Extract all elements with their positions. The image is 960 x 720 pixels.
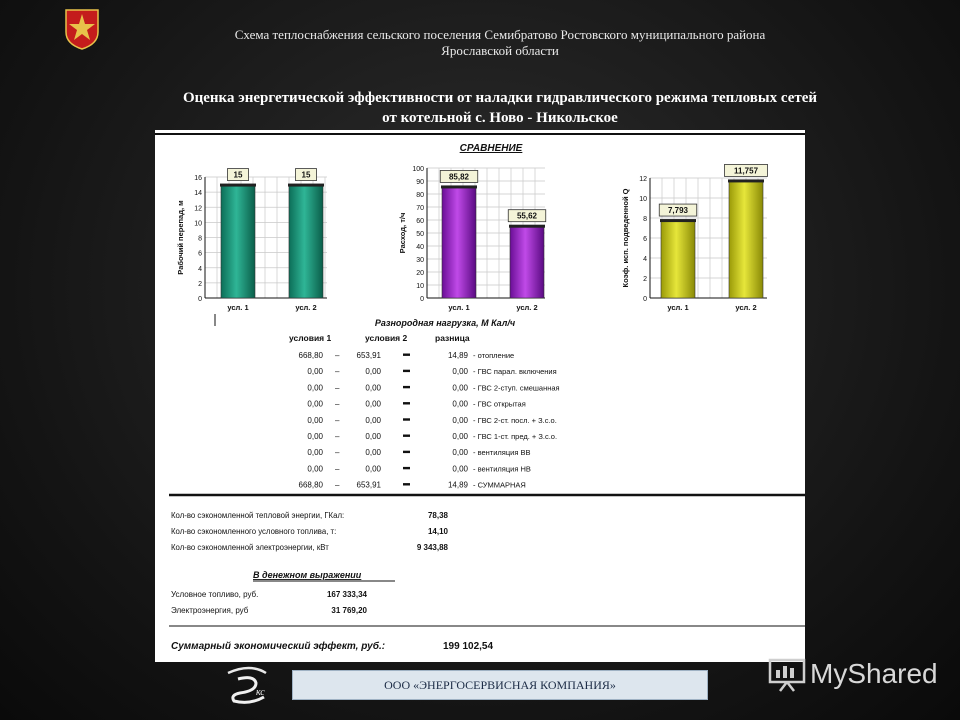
bar-усл. 2 bbox=[510, 226, 544, 298]
cell-cond2: 653,91 bbox=[356, 351, 381, 360]
cell-diff: 0,00 bbox=[452, 367, 468, 377]
bar-усл. 1 bbox=[221, 185, 255, 298]
cell-cond1: 0,00 bbox=[307, 399, 323, 409]
cell-label: - ГВС парал. включения bbox=[473, 367, 557, 377]
table-row bbox=[307, 367, 556, 376]
savings-label: Кол-во сэкономленного условного топлива, т: bbox=[171, 527, 337, 536]
x-tick-label: усл. 2 bbox=[295, 303, 317, 312]
cell-cond2: 653,91 bbox=[356, 480, 381, 490]
equals-mark bbox=[403, 370, 410, 372]
cell-cond1: 0,00 bbox=[307, 383, 323, 393]
y-tick-label: 6 bbox=[198, 250, 202, 258]
chart-flow-rate bbox=[398, 166, 546, 312]
y-tick-label: 12 bbox=[639, 176, 647, 183]
y-tick-label: 4 bbox=[643, 256, 647, 263]
data-label: 85,82 bbox=[448, 172, 470, 182]
y-tick-label: 70 bbox=[416, 205, 424, 212]
total-label: Суммарный экономический эффект, руб.: bbox=[171, 641, 386, 652]
y-tick-label: 0 bbox=[643, 296, 647, 303]
savings-label: Кол-во сэкономленной тепловой энергии, ГКал: bbox=[171, 511, 345, 520]
cell-dash: – bbox=[335, 432, 340, 441]
y-tick-label: 80 bbox=[416, 192, 424, 199]
savings-value: 78,38 bbox=[427, 511, 448, 520]
data-label: 15 bbox=[233, 170, 243, 180]
y-tick-label: 6 bbox=[643, 236, 647, 243]
cell-cond1: 668,80 bbox=[298, 351, 323, 360]
savings-row bbox=[171, 527, 449, 536]
cell-diff: 0,00 bbox=[452, 383, 468, 393]
bar-усл. 2 bbox=[729, 180, 763, 298]
cell-label: - ГВС 1-ст. пред. + З.с.о. bbox=[473, 432, 558, 441]
data-label: 55,62 bbox=[516, 211, 538, 221]
bar-усл. 2 bbox=[289, 185, 323, 298]
table-row bbox=[307, 383, 559, 392]
total-value: 199 102,54 bbox=[443, 641, 494, 652]
cell-dash: – bbox=[335, 415, 340, 425]
cell-diff: 0,00 bbox=[452, 399, 468, 409]
y-tick-label: 90 bbox=[416, 179, 424, 186]
money-label: Электроэнергия, руб bbox=[171, 606, 249, 615]
x-tick-label: усл. 1 bbox=[227, 303, 249, 312]
savings-label: Кол-во сэкономленной электроэнергии, кВт bbox=[171, 543, 329, 552]
cell-cond2: 0,00 bbox=[365, 432, 381, 441]
money-row bbox=[171, 606, 368, 615]
slide-title bbox=[130, 88, 870, 128]
y-tick-label: 30 bbox=[416, 257, 424, 264]
coat-of-arms-icon bbox=[64, 8, 100, 50]
cell-cond2: 0,00 bbox=[365, 464, 381, 474]
cell-label: - СУММАРНАЯ bbox=[473, 480, 526, 490]
cell-label: - отопление bbox=[473, 351, 515, 360]
data-label: 15 bbox=[301, 170, 311, 180]
y-tick-label: 20 bbox=[416, 270, 424, 277]
y-axis-label: Расход, т/ч bbox=[398, 212, 407, 254]
table-row bbox=[307, 416, 556, 425]
equals-mark bbox=[403, 483, 410, 485]
cell-dash: – bbox=[335, 383, 340, 393]
money-label: Условное топливо, руб. bbox=[171, 590, 259, 599]
cell-label: - ГВС открытая bbox=[473, 399, 526, 409]
cell-dash: – bbox=[335, 448, 340, 458]
savings-row bbox=[171, 511, 449, 520]
y-tick-label: 10 bbox=[194, 220, 202, 228]
money-value: 167 333,34 bbox=[326, 590, 367, 599]
cell-label: - ГВС 2-ст. посл. + З.с.о. bbox=[473, 415, 557, 425]
header-subtitle bbox=[130, 27, 870, 59]
equals-mark bbox=[403, 418, 410, 420]
cell-dash: – bbox=[335, 399, 340, 409]
cell-dash: – bbox=[335, 351, 340, 360]
y-tick-label: 10 bbox=[639, 196, 647, 203]
money-value: 31 769,20 bbox=[331, 606, 367, 615]
cell-cond1: 0,00 bbox=[307, 415, 323, 425]
cell-cond2: 0,00 bbox=[365, 367, 381, 377]
header-line-1: Схема теплоснабжения сельского поселения Семибратово Ростовского муниципального района bbox=[234, 27, 766, 42]
cell-cond1: 0,00 bbox=[307, 448, 323, 458]
bar-cap bbox=[441, 185, 477, 188]
savings-value: 14,10 bbox=[427, 527, 448, 536]
cell-cond1: 0,00 bbox=[307, 432, 323, 441]
y-tick-label: 2 bbox=[643, 276, 647, 283]
report-panel bbox=[155, 130, 805, 662]
col-header-1: условия 1 bbox=[289, 333, 332, 343]
y-tick-label: 100 bbox=[412, 166, 424, 173]
data-label: 7,793 bbox=[667, 206, 689, 216]
y-tick-label: 4 bbox=[198, 265, 202, 273]
chart-differential-pressure bbox=[176, 169, 327, 312]
bar-cap bbox=[660, 219, 696, 222]
cell-diff: 0,00 bbox=[452, 432, 468, 441]
bar-усл. 1 bbox=[442, 186, 476, 298]
savings-value: 9 343,88 bbox=[416, 543, 448, 552]
cell-cond1: 0,00 bbox=[307, 367, 323, 377]
table-row bbox=[307, 448, 530, 457]
savings-row bbox=[171, 543, 449, 552]
x-tick-label: усл. 1 bbox=[667, 303, 689, 312]
cell-dash: – bbox=[335, 367, 340, 377]
cell-cond1: 0,00 bbox=[307, 464, 323, 474]
cell-diff: 0,00 bbox=[452, 464, 468, 474]
cell-dash: – bbox=[335, 480, 340, 490]
cell-diff: 0,00 bbox=[452, 448, 468, 458]
y-tick-label: 10 bbox=[416, 283, 424, 290]
equals-mark bbox=[403, 402, 410, 404]
cell-cond2: 0,00 bbox=[365, 448, 381, 458]
y-tick-label: 14 bbox=[194, 190, 202, 198]
report-figure bbox=[155, 130, 805, 662]
col-header-2: условия 2 bbox=[365, 333, 408, 343]
x-tick-label: усл. 2 bbox=[735, 303, 757, 312]
y-tick-label: 50 bbox=[416, 231, 424, 238]
x-tick-label: усл. 1 bbox=[448, 303, 470, 312]
equals-mark bbox=[403, 386, 410, 388]
header-line-2: Ярославской области bbox=[441, 43, 559, 58]
cell-label: - ГВС 2-ступ. смешанная bbox=[473, 383, 560, 393]
bar-cap bbox=[288, 184, 324, 187]
col-header-3: разница bbox=[435, 333, 470, 343]
slide-title-line-1: Оценка энергетической эффективности от наладки гидравлического режима тепловых сетей bbox=[182, 90, 818, 106]
cell-diff: 14,89 bbox=[447, 351, 468, 360]
y-tick-label: 60 bbox=[416, 218, 424, 225]
load-table bbox=[299, 351, 560, 490]
table-row bbox=[307, 464, 530, 473]
equals-mark bbox=[403, 467, 410, 469]
y-tick-label: 8 bbox=[643, 216, 647, 223]
table-row bbox=[299, 351, 515, 360]
money-row bbox=[171, 590, 368, 599]
chart-heat-usage-coefficient bbox=[621, 164, 768, 312]
equals-mark bbox=[403, 354, 410, 356]
money-title: В денежном выражении bbox=[253, 570, 362, 580]
y-tick-label: 40 bbox=[416, 244, 424, 251]
savings-list bbox=[171, 511, 449, 552]
cell-cond2: 0,00 bbox=[365, 415, 381, 425]
equals-mark bbox=[403, 451, 410, 453]
data-label: 11,757 bbox=[733, 166, 759, 176]
y-tick-label: 0 bbox=[198, 296, 202, 303]
y-tick-label: 0 bbox=[420, 296, 424, 303]
y-tick-label: 8 bbox=[198, 235, 202, 243]
y-tick-label: 16 bbox=[194, 175, 202, 182]
slide-title-line-2: от котельной с. Ново - Никольское bbox=[382, 110, 618, 126]
y-axis-label: Рабочий перепад, м bbox=[176, 200, 185, 275]
svg-text:кс: кс bbox=[256, 687, 265, 698]
bar-cap bbox=[728, 179, 764, 182]
cell-label: - вентиляция ВВ bbox=[473, 448, 531, 458]
cell-diff: 14,89 bbox=[447, 480, 468, 490]
cell-cond2: 0,00 bbox=[365, 399, 381, 409]
y-tick-label: 2 bbox=[198, 280, 202, 288]
y-tick-label: 12 bbox=[194, 205, 202, 213]
company-logo-icon bbox=[220, 665, 278, 705]
equals-mark bbox=[403, 435, 410, 437]
table-row bbox=[307, 400, 525, 409]
bar-усл. 1 bbox=[661, 220, 695, 298]
cell-label: - вентиляция НВ bbox=[473, 464, 531, 474]
watermark-text: MyShared bbox=[810, 658, 938, 689]
bar-cap bbox=[220, 184, 256, 187]
presentation-icon bbox=[768, 656, 806, 692]
cell-cond2: 0,00 bbox=[365, 383, 381, 393]
cell-dash: – bbox=[335, 464, 340, 474]
compare-title: СРАВНЕНИЕ bbox=[459, 143, 523, 154]
table-row bbox=[307, 432, 557, 441]
cell-cond1: 668,80 bbox=[298, 480, 323, 490]
x-tick-label: усл. 2 bbox=[516, 303, 538, 312]
table-row bbox=[299, 481, 526, 490]
y-axis-label: Коэф. исп. подведенной Q bbox=[621, 188, 630, 288]
load-title: Разнородная нагрузка, М Кал/ч bbox=[374, 318, 516, 328]
company-banner: ООО «ЭНЕРГОСЕРВИСНАЯ КОМПАНИЯ» bbox=[292, 670, 708, 700]
bar-cap bbox=[509, 225, 545, 228]
money-list bbox=[171, 590, 368, 615]
cell-diff: 0,00 bbox=[452, 415, 468, 425]
